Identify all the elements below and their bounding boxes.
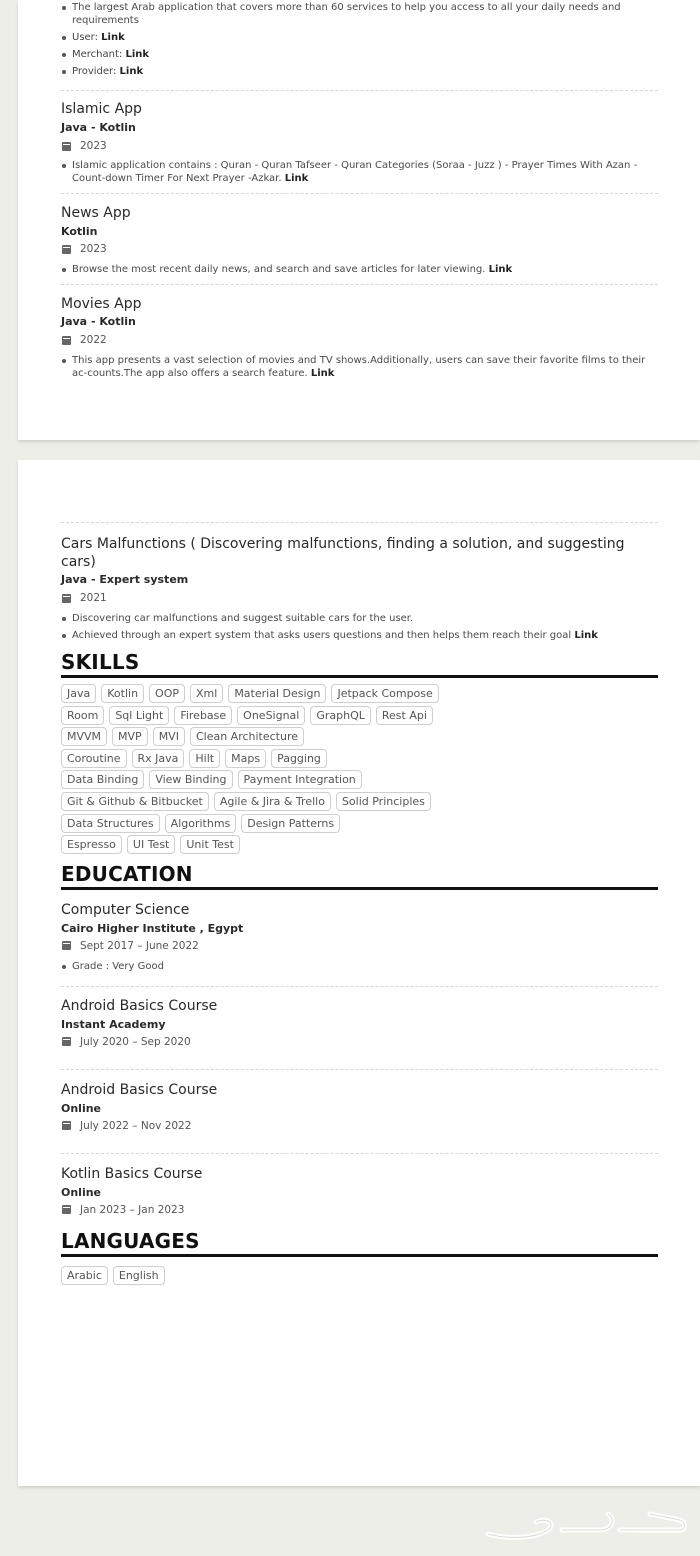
merchant-link[interactable]: Link	[125, 49, 150, 60]
divider	[61, 522, 658, 523]
movies-app-link[interactable]: Link	[310, 368, 335, 379]
calendar-icon	[62, 245, 71, 254]
list-item	[61, 1, 658, 27]
project-description: Islamic application contains : Quran - Quran Tafseer - Quran Categories (Soraa - Juzz ) - Prayer Times With Azan - Count-down Timer For Next Prayer -Azkar.	[72, 160, 638, 184]
calendar-icon	[62, 336, 71, 345]
skills-row	[61, 835, 658, 857]
date-row	[61, 939, 658, 953]
skill-tag: Git & Github & Bitbucket	[61, 792, 209, 811]
project-year: 2023	[80, 243, 107, 255]
skill-tag: OneSignal	[237, 706, 305, 725]
languages-heading: LANGUAGES	[61, 1229, 658, 1257]
date-row	[61, 1119, 658, 1133]
education-bullets	[61, 960, 658, 973]
education-entry	[61, 1165, 658, 1217]
skills-row	[61, 684, 658, 706]
skills-tags	[61, 684, 658, 857]
skill-tag: MVI	[153, 727, 185, 746]
bullet-text: User:	[72, 32, 102, 43]
skill-tag: Data Binding	[61, 770, 144, 789]
skill-tag: Espresso	[61, 835, 122, 854]
page2-content	[61, 522, 658, 1287]
education-title: Computer Science	[61, 901, 190, 918]
date-row	[61, 1203, 658, 1217]
education-org: Online	[61, 1101, 102, 1115]
project-bullets	[61, 159, 658, 185]
skill-tag: Sql Light	[109, 706, 169, 725]
calendar-icon	[62, 1121, 71, 1130]
skill-tag: Room	[61, 706, 104, 725]
list-item	[61, 159, 658, 185]
project-tech: Java - Kotlin	[61, 121, 136, 134]
skill-tag: Solid Principles	[336, 792, 431, 811]
resume-page-1	[18, 0, 700, 440]
skill-tag: Pagging	[271, 749, 327, 768]
calendar-icon	[62, 1037, 71, 1046]
skill-tag: Clean Architecture	[190, 727, 304, 746]
skill-tag: UI Test	[127, 835, 175, 854]
project-title: Cars Malfunctions ( Discovering malfunctions, finding a solution, and suggesting cars)	[61, 536, 625, 570]
date-row	[61, 1035, 658, 1049]
education-dates: Sept 2017 – June 2022	[80, 939, 199, 952]
skills-row	[61, 706, 658, 728]
education-heading: EDUCATION	[61, 862, 658, 890]
education-org: Online	[61, 1185, 102, 1199]
cars-malfunctions-link[interactable]: Link	[574, 630, 598, 641]
education-org: Instant Academy	[61, 1017, 166, 1031]
project-news-app	[61, 204, 658, 276]
skill-tag: GraphQL	[310, 706, 371, 725]
skill-tag: MVVM	[61, 727, 107, 746]
project-movies-app	[61, 295, 658, 380]
divider	[61, 284, 658, 285]
skills-heading: SKILLS	[61, 650, 658, 678]
education-dates: Jan 2023 – Jan 2023	[80, 1203, 185, 1216]
skill-tag: Data Structures	[61, 814, 160, 833]
skill-tag: Coroutine	[61, 749, 127, 768]
education-entry	[61, 997, 658, 1049]
skill-tag: Agile & Jira & Trello	[214, 792, 331, 811]
user-link[interactable]: Link	[101, 32, 125, 43]
skill-tag: Maps	[225, 749, 266, 768]
news-app-link[interactable]: Link	[488, 264, 513, 275]
project-description: Discovering car malfunctions and suggest suitable cars for the user.	[72, 613, 414, 624]
project-year: 2022	[80, 334, 107, 346]
date-row	[61, 242, 658, 256]
project-title: News App	[61, 205, 131, 221]
skills-row	[61, 727, 658, 749]
skill-tag: OOP	[149, 684, 185, 703]
top-bullet-list	[61, 1, 658, 78]
page1-content	[61, 0, 658, 380]
languages-tags	[61, 1266, 658, 1288]
divider	[61, 90, 658, 91]
divider	[61, 193, 658, 194]
divider	[61, 986, 658, 987]
date-row	[61, 333, 658, 347]
skills-row	[61, 814, 658, 836]
skill-tag: Unit Test	[180, 835, 240, 854]
list-item	[61, 65, 658, 78]
project-bullets	[61, 612, 658, 642]
skill-tag: Rest Api	[376, 706, 433, 725]
education-entry	[61, 901, 658, 973]
skill-tag: Payment Integration	[238, 770, 362, 789]
project-title: Islamic App	[61, 101, 142, 117]
project-description: Browse the most recent daily news, and search and save articles for later viewing.	[72, 264, 486, 275]
bullet-text: Merchant:	[72, 49, 126, 60]
education-title: Android Basics Course	[61, 997, 218, 1014]
education-org: Cairo Higher Institute , Egypt	[61, 921, 244, 935]
skill-tag: Rx Java	[132, 749, 185, 768]
bullet-text: The largest Arab application that covers more than 60 services to help you access to all your daily needs and requirements	[72, 2, 621, 26]
project-tech: Kotlin	[61, 225, 98, 238]
skills-row	[61, 770, 658, 792]
project-bullets	[61, 354, 658, 380]
skill-tag: Java	[61, 684, 96, 703]
project-islamic-app	[61, 100, 658, 185]
project-description: Achieved through an expert system that asks users questions and then helps them reach their goal	[72, 630, 572, 641]
divider	[61, 1069, 658, 1070]
language-tag: Arabic	[61, 1266, 108, 1285]
education-dates: July 2022 – Nov 2022	[80, 1119, 192, 1132]
skill-tag: Jetpack Compose	[331, 684, 438, 703]
resume-page-2	[18, 460, 700, 1486]
date-row	[61, 139, 658, 153]
language-tag: English	[113, 1266, 165, 1285]
project-tech: Java - Expert system	[61, 573, 189, 586]
bullet-text: Provider:	[72, 66, 120, 77]
project-year: 2023	[80, 140, 107, 152]
project-tech: Java - Kotlin	[61, 315, 136, 328]
skill-tag: View Binding	[149, 770, 232, 789]
list-item	[61, 48, 658, 61]
list-item	[61, 354, 658, 380]
education-title: Kotlin Basics Course	[61, 1165, 203, 1182]
skills-row	[61, 749, 658, 771]
skill-tag: MVP	[112, 727, 148, 746]
list-item	[61, 960, 658, 973]
list-item	[61, 612, 658, 625]
calendar-icon	[62, 1205, 71, 1214]
list-item	[61, 263, 658, 276]
date-row	[61, 591, 658, 605]
skills-row	[61, 792, 658, 814]
skill-tag: Firebase	[174, 706, 232, 725]
skill-tag: Material Design	[228, 684, 326, 703]
skill-tag: Xml	[190, 684, 223, 703]
list-item	[61, 31, 658, 44]
calendar-icon	[62, 594, 71, 603]
project-year: 2021	[80, 592, 107, 604]
education-note: Grade : Very Good	[72, 960, 164, 972]
provider-link[interactable]: Link	[119, 66, 144, 77]
project-bullets	[61, 263, 658, 276]
project-cars-malfunctions	[61, 535, 658, 642]
divider	[61, 1153, 658, 1154]
skill-tag: Hilt	[189, 749, 220, 768]
education-entry	[61, 1081, 658, 1133]
list-item	[61, 629, 658, 642]
islamic-app-link[interactable]: Link	[284, 173, 309, 184]
skill-tag: Design Patterns	[241, 814, 340, 833]
skill-tag: Algorithms	[165, 814, 237, 833]
project-title: Movies App	[61, 296, 142, 312]
education-dates: July 2020 – Sep 2020	[80, 1035, 191, 1048]
skill-tag: Kotlin	[101, 684, 144, 703]
education-title: Android Basics Course	[61, 1081, 218, 1098]
calendar-icon	[62, 142, 71, 151]
project-description: This app presents a vast selection of movies and TV shows.Additionally, users can save their favorite films to their ac-counts.The app also offers a search feature.	[72, 355, 646, 379]
haraj-logo	[480, 1500, 690, 1544]
calendar-icon	[62, 941, 71, 950]
